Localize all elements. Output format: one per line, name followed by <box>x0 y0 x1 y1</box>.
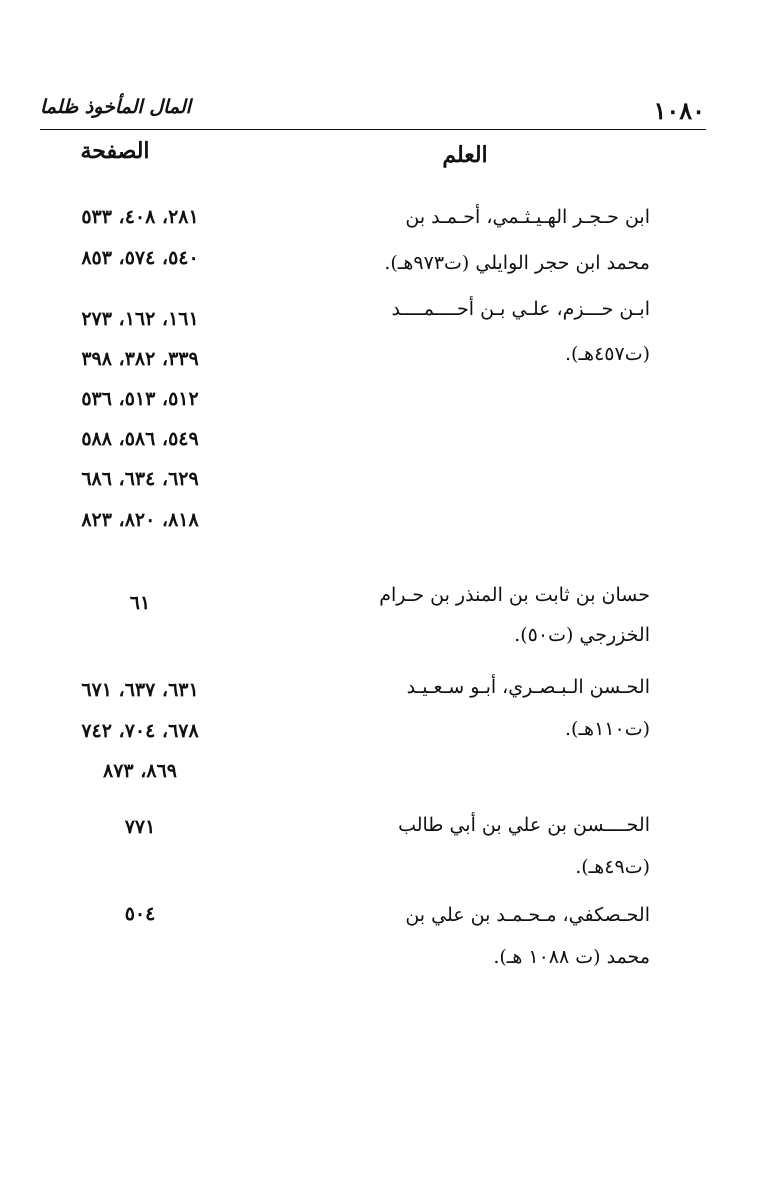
entry-pages-line: ٨٦٩، ٨٧٣ <box>103 760 177 782</box>
entry-name-line: (ت٤٩هـ). <box>575 856 650 878</box>
entry-pages-line: ٣٣٩، ٣٨٢، ٣٩٨ <box>81 348 199 370</box>
running-title: المال المأخوذ ظلما <box>40 96 191 118</box>
entry-name-line: الحـصكفي، مـحـمـد بن علي بن <box>405 904 650 926</box>
entry-pages-line: ٥٤٩، ٥٨٦، ٥٨٨ <box>81 428 199 450</box>
entry-pages-line: ٥٠٤ <box>124 903 156 925</box>
entry-name-line: الحـسن الـبـصـري، أبـو سـعـيـد <box>406 676 650 698</box>
entry-name-line: ابـن حـــزم، علـي بـن أحــــمــــد <box>391 298 650 320</box>
entry-pages-line: ٢٨١، ٤٠٨، ٥٣٣ <box>81 206 199 228</box>
pages-column-heading: الصفحة <box>80 138 150 164</box>
entry-pages-line: ٥٤٠، ٥٧٤، ٨٥٣ <box>81 247 199 269</box>
entry-pages-line: ٦٢٩، ٦٣٤، ٦٨٦ <box>81 468 199 490</box>
entry-pages-line: ٦٣١، ٦٣٧، ٦٧١ <box>81 679 199 701</box>
page-number: ١٠٨٠ <box>653 96 705 125</box>
entry-pages-line: ٥١٢، ٥١٣، ٥٣٦ <box>81 388 199 410</box>
entry-pages-line: ٦١ <box>129 592 151 614</box>
entry-name-line: محمد (ت ١٠٨٨ هـ). <box>493 946 650 968</box>
name-column-heading: العلم <box>442 142 488 168</box>
entry-name-line: الحــــسن بن علي بن أبي طالب <box>398 814 650 836</box>
entry-pages-line: ٨١٨، ٨٢٠، ٨٢٣ <box>81 509 199 531</box>
entry-name-line: الخزرجي (ت٥٠). <box>514 624 650 646</box>
entry-name-line: حسان بن ثابت بن المنذر بن حـرام <box>379 584 650 606</box>
header-rule <box>40 129 706 130</box>
entry-name-line: ابن حـجـر الهـيـثـمي، أحـمـد بن <box>405 206 650 228</box>
entry-pages-line: ١٦١، ١٦٢، ٢٧٣ <box>81 308 199 330</box>
entry-pages-line: ٦٧٨، ٧٠٤، ٧٤٢ <box>81 720 199 742</box>
entry-name-line: محمد ابن حجر الوايلي (ت٩٧٣هـ). <box>384 252 650 274</box>
entry-pages-line: ٧٧١ <box>124 816 156 838</box>
entry-name-line: (ت١١٠هـ). <box>565 718 650 740</box>
entry-name-line: (ت٤٥٧هـ). <box>565 343 650 365</box>
